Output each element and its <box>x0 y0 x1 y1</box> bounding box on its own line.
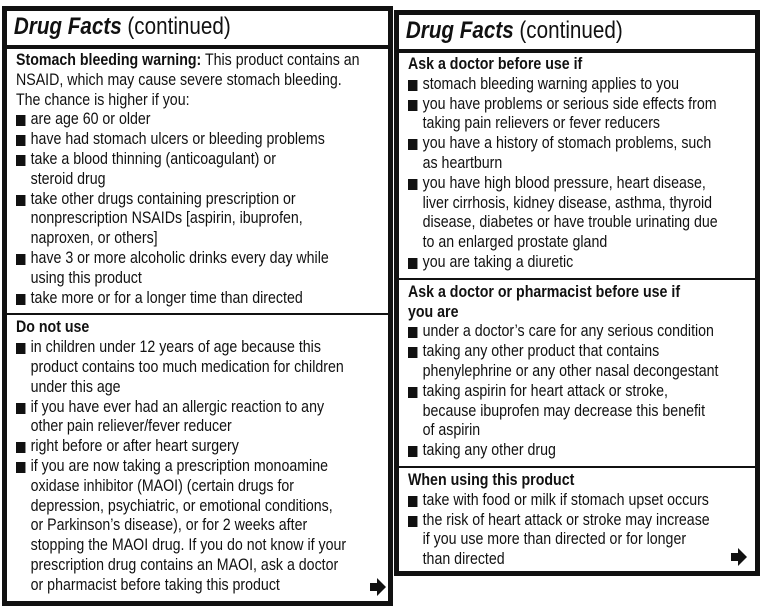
stomach-intro-line: NSAID, which may cause severe stomach bleeding. <box>16 70 342 89</box>
do-not-use-section <box>7 318 388 595</box>
do-not-use-heading: Do not use <box>16 318 90 337</box>
left-panel <box>2 6 393 606</box>
list-item: taking any other drug <box>408 441 701 461</box>
section-rule <box>399 466 755 468</box>
panel-title: Drug Facts (continued) <box>13 13 231 40</box>
list-item: taking aspirin for heart attack or stroke, because ibuprofen may decrease this benefit of aspirin <box>408 382 701 441</box>
ask-pharmacist-heading: Ask a doctor or pharmacist before use if <box>408 282 681 301</box>
title-rule <box>7 45 388 49</box>
list-item: under a doctor’s care for any serious condition <box>408 322 701 342</box>
list-item: right before or after heart surgery <box>16 437 331 457</box>
list-item: if you are now taking a prescription monoamine oxidase inhibitor (MAOI) (certain drugs for depression, psychiatric, or emotional conditions, or Parkinson’s disease), or for 2 weeks after stopping the MAOI drug. If you do not know if your prescription drug contains an MAOI, ask a doctor or pharmacist before taking this product <box>16 457 331 596</box>
list-item: take other drugs containing prescription or nonprescription NSAIDs [aspirin, ibuprofen, naproxen, or others] <box>16 190 331 249</box>
stomach-heading: Stomach bleeding warning: <box>16 51 202 69</box>
right-arrow-icon <box>731 548 747 566</box>
right-panel <box>394 10 760 576</box>
when-using-section <box>399 471 755 570</box>
list-item: the risk of heart attack or stroke may increase if you use more than directed or for longer than directed <box>408 511 701 570</box>
list-item: take with food or milk if stomach upset occurs <box>408 491 701 511</box>
list-item: stomach bleeding warning applies to you <box>408 75 701 95</box>
list-item: have had stomach ulcers or bleeding problems <box>16 130 331 150</box>
panel-title: Drug Facts (continued) <box>405 17 623 44</box>
list-item: take more or for a longer time than directed <box>16 289 331 309</box>
ask-doctor-heading: Ask a doctor before use if <box>408 55 583 73</box>
when-using-heading: When using this product <box>408 470 575 489</box>
stomach-intro-line: The chance is higher if you: <box>16 90 190 109</box>
list-item: in children under 12 years of age because this product contains too much medication for children under this age <box>16 338 331 397</box>
stomach-intro: Stomach bleeding warning: This product contains an <box>16 51 360 69</box>
right-arrow-icon <box>370 578 386 596</box>
list-item: take a blood thinning (anticoagulant) or steroid drug <box>16 150 331 190</box>
list-item: are age 60 or older <box>16 110 331 130</box>
list-item: have 3 or more alcoholic drinks every day while using this product <box>16 249 331 289</box>
ask-pharmacist-heading: you are <box>408 302 459 321</box>
section-rule <box>7 313 388 315</box>
ask-pharmacist-section <box>399 283 755 461</box>
ask-doctor-section <box>399 55 755 273</box>
section-rule <box>399 278 755 280</box>
list-item: you have problems or serious side effects from taking pain relievers or fever reducers <box>408 95 701 135</box>
list-item: you have a history of stomach problems, such as heartburn <box>408 134 701 174</box>
list-item: if you have ever had an allergic reaction to any other pain reliever/fever reducer <box>16 398 331 438</box>
stomach-bleeding-section <box>7 51 388 308</box>
list-item: taking any other product that contains phenylephrine or any other nasal decongestant <box>408 342 701 382</box>
list-item: you are taking a diuretic <box>408 253 701 273</box>
list-item: you have high blood pressure, heart disease, liver cirrhosis, kidney disease, asthma, thyroid disease, diabetes or have trouble urinating due to an enlarged prostate gland <box>408 174 701 253</box>
title-rule <box>399 49 755 53</box>
